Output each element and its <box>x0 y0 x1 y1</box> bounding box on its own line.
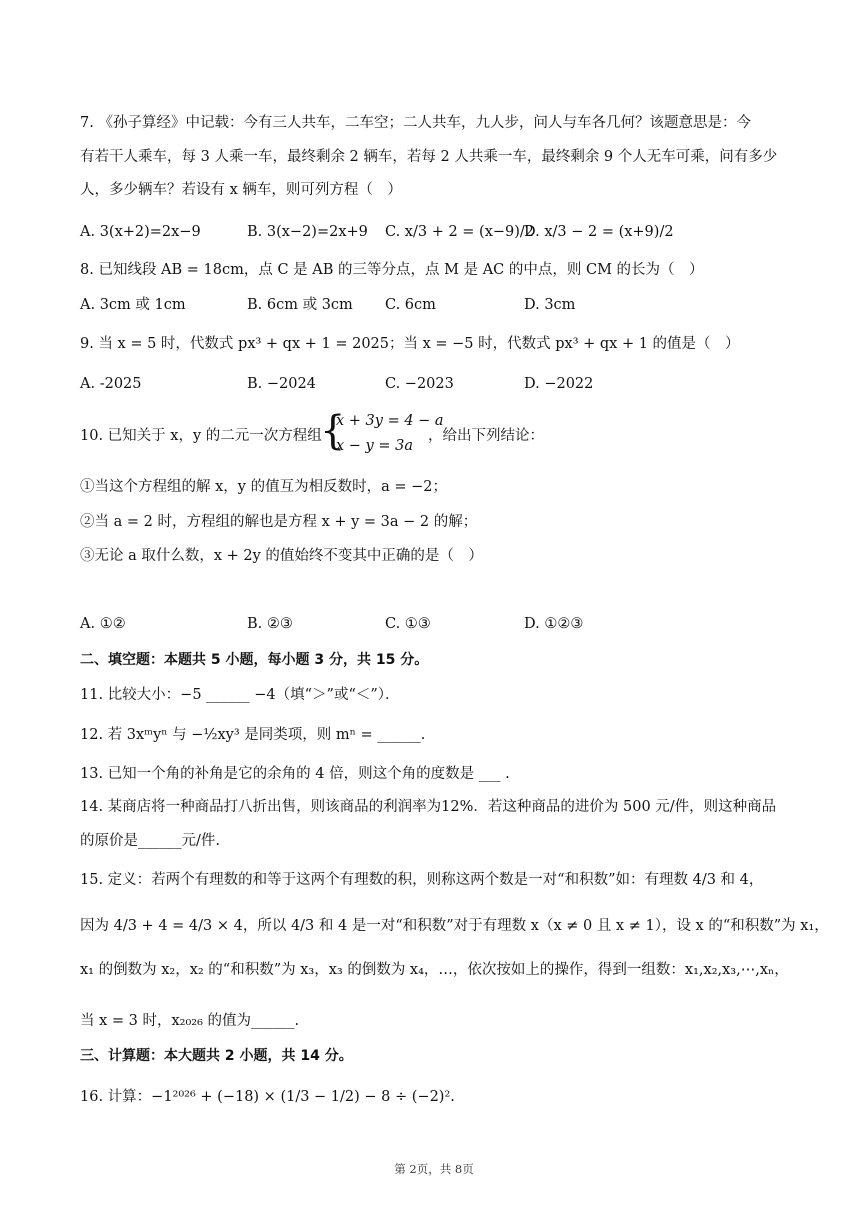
q8-stem: 8. 已知线段 AB = 18cm，点 C 是 AB 的三等分点，点 M 是 AC 的中点，则 CM 的长为（ ） <box>80 262 704 278</box>
q7-line3: 人，多少辆车？若设有 x 辆车，则可列方程（ ） <box>80 182 402 198</box>
q7-line1: 7. 《孙子算经》中记载：今有三人共车，二车空；二人共车，九人步，问人与车各几何？该题意思是：今 <box>80 115 751 131</box>
q8-option-d: D. 3cm <box>524 297 576 313</box>
section-heading-calculation: 三、计算题：本大题共 2 小题，共 14 分。 <box>80 1048 353 1064</box>
q10-option-d: D. ①②③ <box>524 616 584 632</box>
q10-option-b: B. ②③ <box>247 616 293 632</box>
q8-option-b: B. 6cm 或 3cm <box>247 297 353 313</box>
section-heading-fill-in: 二、填空题：本题共 5 小题，每小题 3 分，共 15 分。 <box>80 652 429 668</box>
q13-stem: 13. 已知一个角的补角是它的余角的 4 倍，则这个角的度数是 ___ . <box>80 766 510 782</box>
q9-stem: 9. 当 x = 5 时，代数式 px³ + qx + 1 = 2025；当 x = −5 时，代数式 px³ + qx + 1 的值是（ ） <box>80 336 740 352</box>
q9-option-b: B. −2024 <box>247 376 316 392</box>
q8-option-a: A. 3cm 或 1cm <box>80 297 186 313</box>
q14-line2: 的原价是______元/件. <box>80 833 220 849</box>
q10-conclusion-2: ②当 a = 2 时，方程组的解也是方程 x + y = 3a − 2 的解； <box>80 514 478 530</box>
q9-option-a: A. -2025 <box>80 376 142 392</box>
q7-option-c: C. x/3 + 2 = (x−9)/2 <box>385 224 535 240</box>
q8-option-c: C. 6cm <box>385 297 436 313</box>
q9-option-d: D. −2022 <box>524 376 594 392</box>
q15-line2: 因为 4/3 + 4 = 4/3 × 4，所以 4/3 和 4 是一对“和积数”对于有理数 x（x ≠ 0 且 x ≠ 1），设 x 的“和积数”为 x₁， <box>80 918 829 934</box>
q10-conclusion-3: ③无论 a 取什么数，x + 2y 的值始终不变其中正确的是（ ） <box>80 548 483 564</box>
q15-line1: 15. 定义：若两个有理数的和等于这两个有理数的积，则称这两个数是一对“和积数”如：有理数 4/3 和 4， <box>80 872 764 888</box>
q15-line3: x₁ 的倒数为 x₂，x₂ 的“和积数”为 x₃，x₃ 的倒数为 x₄，…，依次按如上的操作，得到一组数：x₁,x₂,x₃,⋯,xₙ， <box>80 962 789 978</box>
q10-stem-tail: ，给出下列结论： <box>428 428 544 444</box>
q7-option-b: B. 3(x−2)=2x+9 <box>247 224 368 240</box>
q10-option-c: C. ①③ <box>385 616 431 632</box>
equation-brace: { <box>320 408 346 454</box>
q10-equation-1: x + 3y = 4 − a <box>336 413 444 429</box>
q16-stem: 16. 计算：−1²⁰²⁶ + (−18) × (1/3 − 1/2) − 8 ÷ (−2)². <box>80 1089 455 1105</box>
q10-equation-2: x − y = 3a <box>336 438 413 454</box>
q7-option-a: A. 3(x+2)=2x−9 <box>80 224 201 240</box>
page-footer: 第 2页，共 8页 <box>394 1162 474 1176</box>
q9-option-c: C. −2023 <box>385 376 454 392</box>
q12-stem: 12. 若 3xᵐyⁿ 与 −½xy³ 是同类项，则 mⁿ = ______. <box>80 727 426 743</box>
q10-option-a: A. ①② <box>80 616 126 632</box>
q15-line4: 当 x = 3 时，x₂₀₂₆ 的值为______. <box>80 1013 300 1029</box>
q11-stem: 11. 比较大小：−5 ______ −4（填“＞”或“＜”）． <box>80 687 400 703</box>
q7-option-d: D. x/3 − 2 = (x+9)/2 <box>524 224 674 240</box>
q10-conclusion-1: ①当这个方程组的解 x，y 的值互为相反数时，a = −2； <box>80 479 447 495</box>
q7-line2: 有若干人乘车，每 3 人乘一车，最终剩余 2 辆车，若每 2 人共乘一车，最终剩余 9 个人无车可乘，问有多少 <box>80 149 778 165</box>
q10-stem-lead: 10. 已知关于 x，y 的二元一次方程组 <box>80 428 322 444</box>
q14-line1: 14. 某商店将一种商品打八折出售，则该商品的利润率为12%．若这种商品的进价为 500 元/件，则这种商品 <box>80 799 777 815</box>
